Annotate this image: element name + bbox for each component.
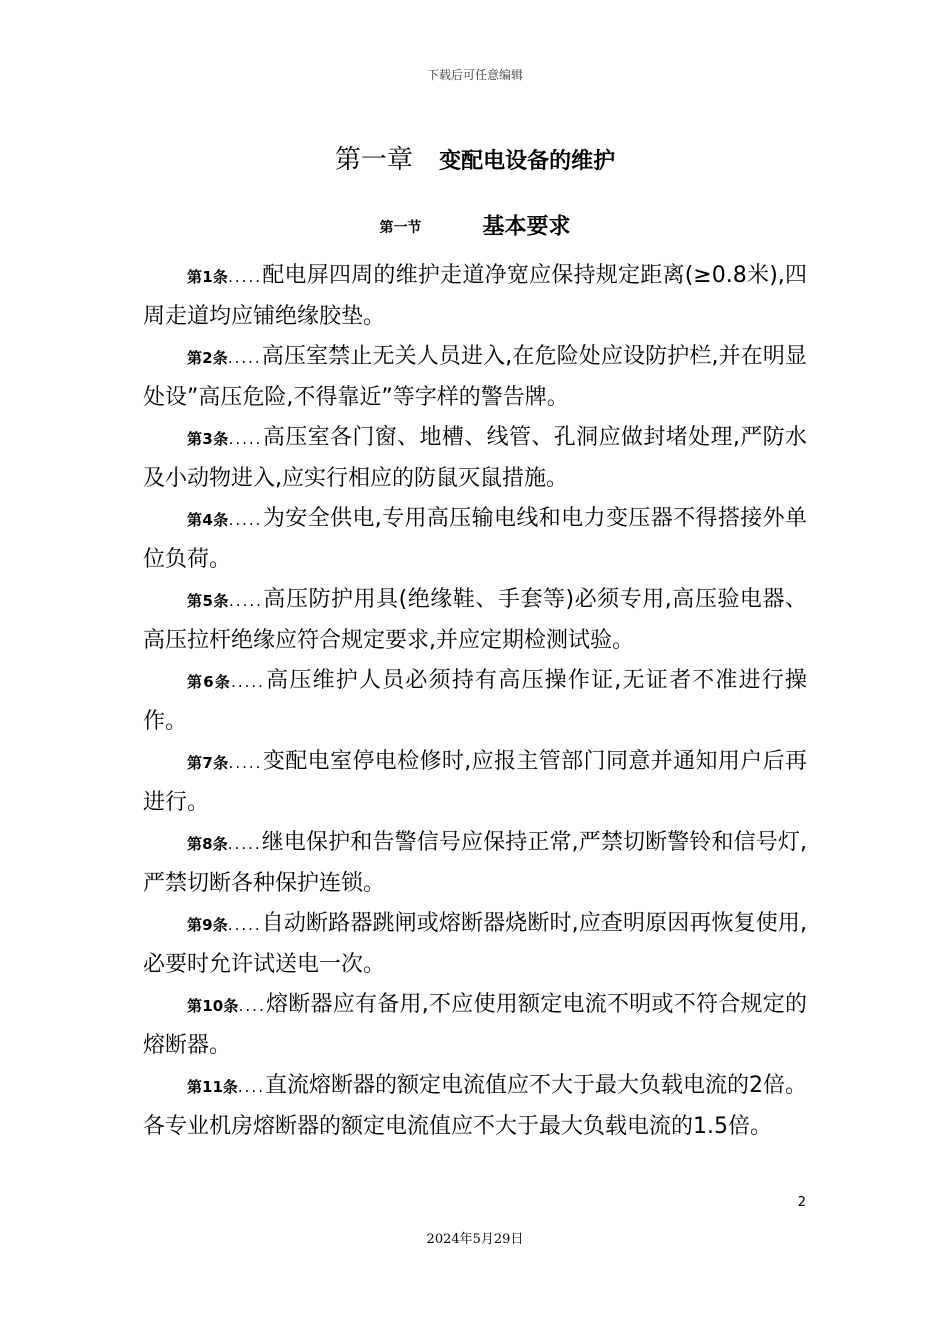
article-label: 第10条 [187,997,239,1015]
article-5 [143,580,807,661]
chapter-title: 变配电设备的维护 [439,149,616,174]
article-8 [143,823,807,904]
article-leader-dots: ..... [231,673,265,691]
article-text: 自动断路器跳闸或熔断器烧断时,应查明原因再恢复使用,必要时允许试送电一次。 [143,911,807,977]
article-text: 为安全供电,专用高压输电线和电力变压器不得搭接外单位负荷。 [143,506,808,572]
article-leader-dots: .... [237,1078,265,1096]
article-leader-dots: ..... [229,592,263,610]
article-leader-dots: ..... [228,754,263,772]
section-number: 第一节 [379,219,422,236]
article-text: 高压维护人员必须持有高压操作证,无证者不准进行操作。 [143,668,808,734]
article-label: 第5条 [187,592,230,610]
article-text: 熔断器应有备用,不应使用额定电流不明或不符合规定的熔断器。 [143,992,808,1058]
footer-date: 2024年5月29日 [426,1232,524,1247]
chapter-heading [0,142,950,180]
article-label: 第1条 [187,268,229,286]
article-1 [143,256,807,337]
article-7 [143,742,807,823]
article-text: 配电屏四周的维护走道净宽应保持规定距离(≥0.8米),四周走道均应铺绝缘胶垫。 [143,263,807,329]
article-label: 第7条 [187,754,229,772]
article-label: 第4条 [187,511,229,529]
article-list [143,256,807,1147]
article-6 [143,661,807,742]
section-heading [0,212,950,243]
article-11 [143,1066,807,1147]
article-leader-dots: .... [238,997,266,1015]
article-label: 第11条 [187,1078,238,1096]
article-label: 第3条 [187,430,229,448]
article-text: 直流熔断器的额定电流值应不大于最大负载电流的2倍。各专业机房熔断器的额定电流值应不大于最大负载电流的1.5倍。 [143,1073,808,1139]
article-text: 高压防护用具(绝缘鞋、手套等)必须专用,高压验电器、高压拉杆绝缘应符合规定要求,并应定期检测试验。 [143,587,807,653]
article-text: 继电保护和告警信号应保持正常,严禁切断警铃和信号灯,严禁切断各种保护连锁。 [143,830,807,896]
article-leader-dots: ..... [227,835,262,853]
article-leader-dots: ..... [228,430,263,448]
article-2 [143,337,807,418]
article-leader-dots: ..... [228,268,262,286]
article-label: 第9条 [187,916,228,934]
article-label: 第6条 [187,673,232,691]
article-3 [143,418,807,499]
article-label: 第2条 [187,349,228,367]
article-text: 高压室禁止无关人员进入,在危险处应设防护栏,并在明显处设”高压危险,不得靠近”等字样的警告牌。 [143,344,807,410]
article-4 [143,499,807,580]
chapter-number: 第一章 [334,145,413,175]
section-title: 基本要求 [482,214,571,240]
header-note: 下载后可任意编辑 [426,68,523,82]
page-number: 2 [797,1195,806,1210]
article-10 [143,985,807,1066]
article-text: 高压室各门窗、地槽、线管、孔洞应做封堵处理,严防水及小动物进入,应实行相应的防鼠灭鼠措施。 [143,425,808,491]
article-leader-dots: ..... [227,349,262,367]
article-text: 变配电室停电检修时,应报主管部门同意并通知用户后再进行。 [143,749,808,815]
article-leader-dots: ..... [227,916,262,934]
article-leader-dots: ..... [228,511,263,529]
article-label: 第8条 [187,835,228,853]
article-9 [143,904,807,985]
